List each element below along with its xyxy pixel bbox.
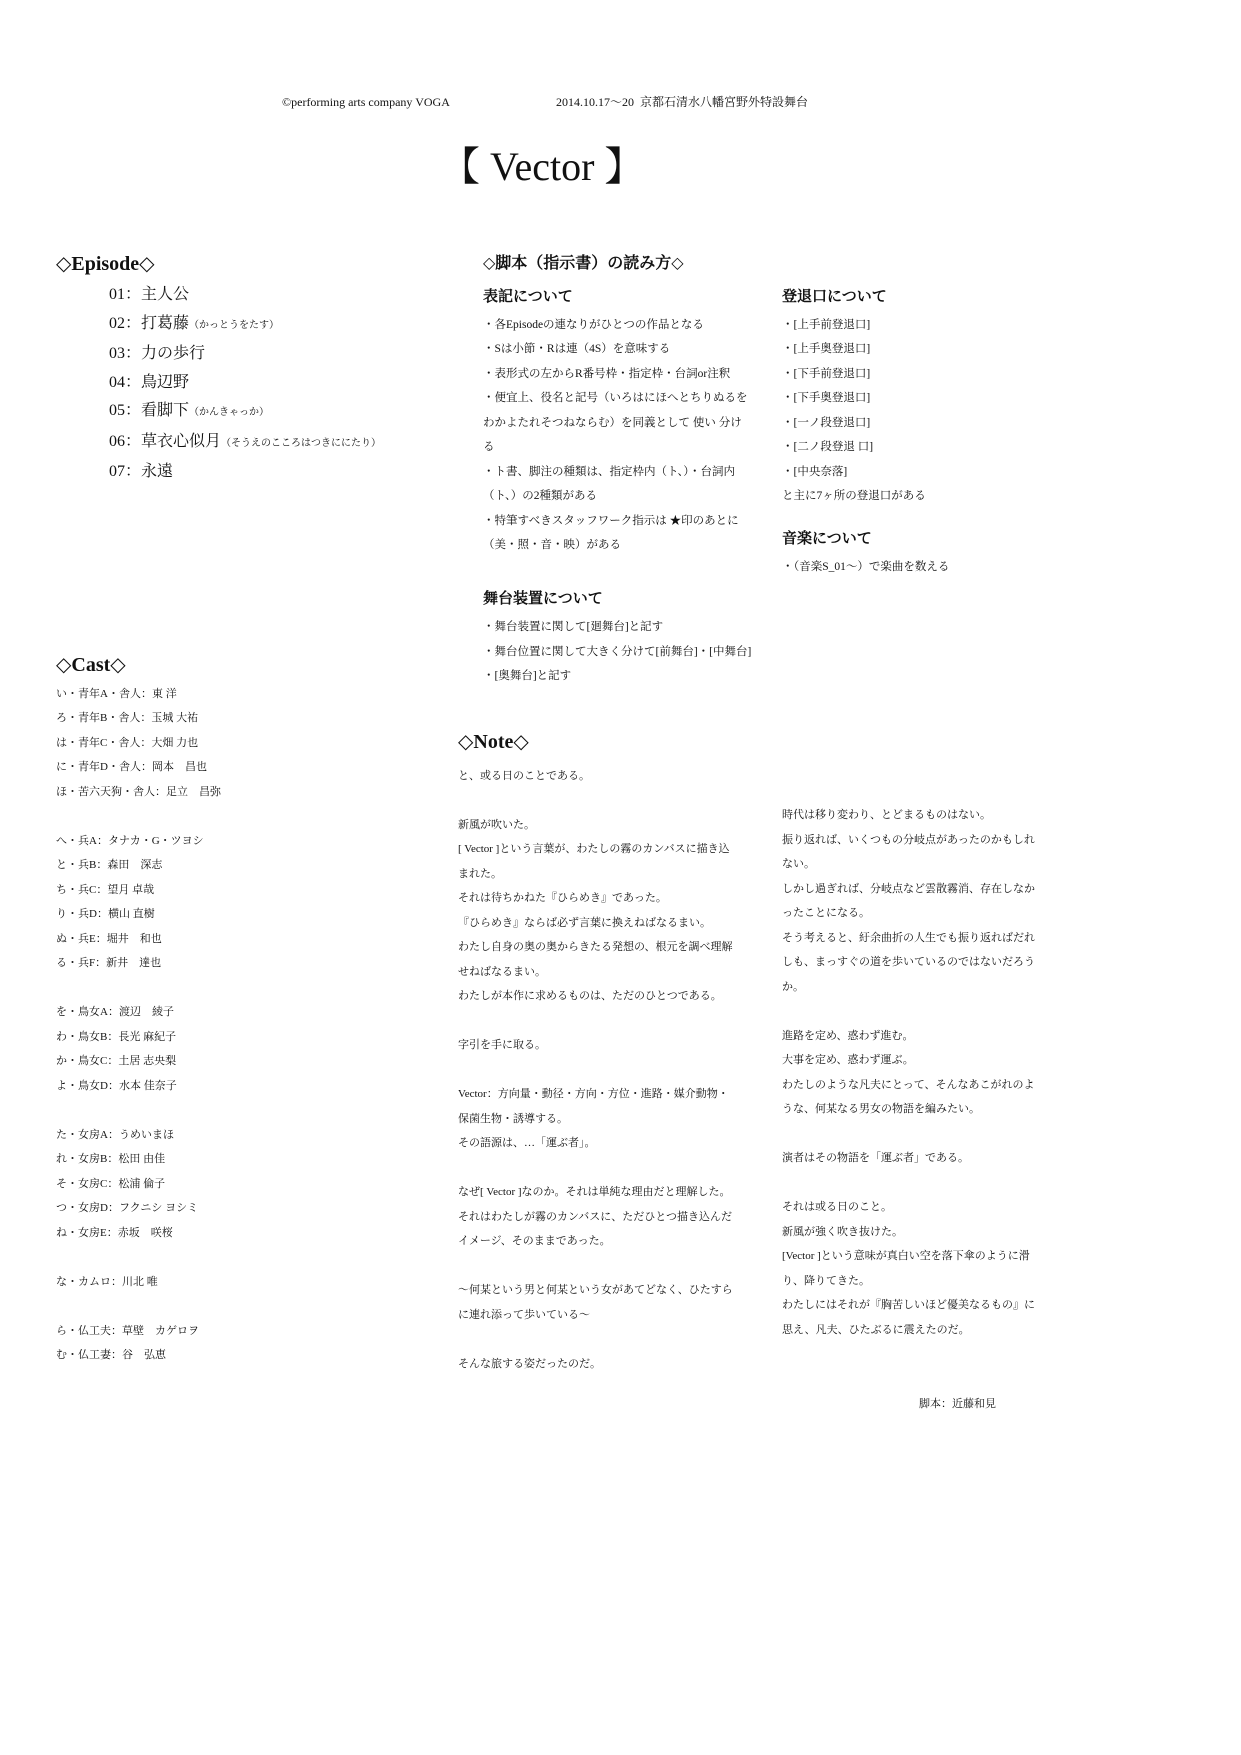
entrance-line: ・[二ノ段登退 口] — [782, 441, 874, 454]
stage-set-line: ・[奥舞台]と記す — [483, 670, 572, 682]
cast-list — [56, 682, 221, 1368]
music-list — [782, 555, 949, 580]
cast-member: た・女房A：うめいまほ — [56, 1128, 174, 1141]
note-line: に連れ添って歩いている～ — [458, 1308, 590, 1321]
cast-member: ほ・苦六天狗・舎人：足立 昌弥 — [56, 785, 221, 798]
notation-line: る — [483, 441, 495, 454]
notation-line: ・各Episodeの連なりがひとつの作品となる — [483, 318, 704, 331]
note-line: せねばなるまい。 — [458, 965, 546, 978]
cast-group — [56, 1000, 221, 1098]
note-line: 思え、凡夫、ひたぶるに震えたのだ。 — [782, 1323, 970, 1336]
note-line: そう考えると、紆余曲折の人生でも振り返ればだれ — [782, 931, 1035, 944]
note-line: か。 — [782, 980, 804, 993]
note-right-column — [782, 803, 1035, 1342]
episode-item — [109, 397, 381, 428]
note-line: 時代は移り変わり、とどまるものはない。 — [782, 809, 991, 822]
note-paragraph — [458, 1352, 733, 1377]
note-line: 保菌生物・誘導する。 — [458, 1112, 568, 1125]
note-line: ない。 — [782, 858, 815, 871]
cast-group — [56, 1319, 221, 1368]
note-line: まれた。 — [458, 867, 502, 880]
header-company: ©performing arts company VOGA — [282, 95, 450, 109]
note-line: それは待ちかねた『ひらめき』であった。 — [458, 892, 667, 905]
note-line: わたし自身の奥の奥からきたる発想の、根元を調べ理解 — [458, 941, 733, 954]
note-paragraph — [458, 764, 733, 789]
entrances-list — [782, 313, 926, 509]
episode-list — [109, 281, 381, 487]
note-line: 字引を手に取る。 — [458, 1039, 546, 1052]
cast-member: へ・兵A：タナカ・G・ツヨシ — [56, 834, 204, 847]
note-left-column — [458, 764, 733, 1377]
note-paragraph — [782, 1024, 1035, 1122]
notation-line: ・ト書、脚注の種類は、指定枠内（ト、）・台詞内 — [483, 465, 735, 478]
note-line: しも、まっすぐの道を歩いているのではないだろう — [782, 956, 1035, 969]
notation-line: ・特筆すべきスタッフワーク指示は ★印のあとに — [483, 514, 739, 527]
cast-member: と・兵B：森田 深志 — [56, 859, 163, 871]
cast-member: ろ・青年B・舎人：玉城 大祐 — [56, 712, 199, 724]
entrance-line: ・[下手前登退口] — [782, 367, 871, 380]
cast-group — [56, 1270, 221, 1295]
entrance-line: ・[中央奈落] — [782, 465, 848, 478]
episode-label: 01：主人公 — [109, 286, 190, 303]
page-title: 【 Vector 】 — [440, 144, 645, 189]
entrance-line: ・[下手奥登退口] — [782, 392, 871, 405]
note-line: わたしにはそれが『胸苦しいほど優美なるもの』に — [782, 1299, 1035, 1312]
cast-group — [56, 682, 221, 805]
note-line: [ Vector ]という言葉が、わたしの霧のカンバスに描き込 — [458, 843, 730, 856]
note-paragraph — [458, 1033, 733, 1058]
entrances-heading: 登退口について — [782, 289, 887, 305]
episode-label: 06：草衣心似月 — [109, 432, 222, 450]
reading-guide-heading: ◇脚本（指示書）の読み方◇ — [483, 255, 684, 272]
note-line: しかし過ぎれば、分岐点など雲散霧消、存在しなか — [782, 882, 1035, 895]
cast-heading: ◇Cast◇ — [56, 654, 126, 676]
note-line: うな、何某なる男女の物語を編みたい。 — [782, 1103, 980, 1116]
script-credit: 脚本：近藤和見 — [919, 1398, 996, 1410]
cast-member: る・兵F：新井 達也 — [56, 957, 162, 969]
note-paragraph — [458, 1278, 733, 1327]
cast-group — [56, 1123, 221, 1246]
cast-member: に・青年D・舎人：岡本 昌也 — [56, 761, 207, 773]
episode-label: 02：打葛藤 — [109, 314, 190, 332]
cast-member: つ・女房D：フクニシ ヨシミ — [56, 1202, 199, 1214]
episode-item — [109, 310, 381, 341]
note-line: [Vector ]という意味が真白い空を落下傘のように滑 — [782, 1250, 1030, 1263]
cast-member: む・仏工妻：谷 弘恵 — [56, 1349, 166, 1361]
note-line: ったことになる。 — [782, 907, 870, 920]
stage-set-list — [483, 615, 751, 689]
cast-member: な・カムロ：川北 唯 — [56, 1275, 158, 1288]
note-line: わたしが本作に求めるものは、ただのひとつである。 — [458, 990, 722, 1003]
note-paragraph — [458, 813, 733, 1009]
note-paragraph — [782, 1146, 1035, 1171]
notation-line: わかよたれそつねならむ）を同義として 使い 分け — [483, 416, 742, 429]
cast-member: そ・女房C：松浦 倫子 — [56, 1177, 166, 1190]
note-line: イメージ、そのままであった。 — [458, 1235, 611, 1248]
entrance-line: と主に7ヶ所の登退口がある — [782, 490, 926, 503]
cast-member: れ・女房B：松田 由佳 — [56, 1153, 166, 1165]
notation-line: ・表形式の左からR番号枠・指定枠・台詞or注釈 — [483, 367, 731, 380]
episode-item — [109, 340, 381, 369]
cast-member: ら・仏工夫：草壁 カゲロヲ — [56, 1324, 199, 1337]
cast-member: ね・女房E：赤坂 咲桜 — [56, 1226, 173, 1239]
cast-member: ぬ・兵E：堀井 和也 — [56, 932, 162, 945]
note-line: Vector：方向量・動径・方向・方位・進路・媒介動物・ — [458, 1088, 729, 1101]
cast-member: わ・鳥女B：長光 麻紀子 — [56, 1030, 177, 1043]
notation-list — [483, 313, 748, 558]
episode-reading: （かっとうをたす） — [189, 319, 280, 331]
entrance-line: ・[上手奥登退口] — [782, 343, 871, 356]
episode-reading: （そうえのこころはつきににたり） — [221, 437, 382, 449]
cast-member: ち・兵C：望月 卓哉 — [56, 883, 155, 896]
entrance-line: ・[上手前登退口] — [782, 318, 871, 331]
cast-member: は・青年C・舎人：大畑 力也 — [56, 736, 199, 749]
cast-member: を・鳥女A：渡辺 綾子 — [56, 1006, 174, 1018]
note-line: 演者はその物語を「運ぶ者」である。 — [782, 1152, 969, 1165]
note-line: その語源は、…「運ぶ者」。 — [458, 1137, 596, 1150]
note-paragraph — [458, 1082, 733, 1156]
episode-label: 05：看脚下 — [109, 402, 190, 419]
note-line: 振り返れば、いくつもの分岐点があったのかもしれ — [782, 833, 1035, 846]
music-line: ・（音楽S_01～）で楽曲を数える — [782, 561, 950, 573]
cast-member: り・兵D：横山 直樹 — [56, 908, 155, 920]
note-line: 進路を定め、惑わず進む。 — [782, 1029, 914, 1042]
entrance-line: ・[一ノ段登退口] — [782, 416, 871, 429]
note-paragraph — [782, 803, 1035, 999]
note-paragraph — [458, 1180, 733, 1254]
episode-label: 07：永遠 — [109, 463, 174, 480]
episode-item — [109, 369, 381, 398]
notation-line: （美・照・音・映）がある — [483, 539, 621, 552]
episode-heading: ◇Episode◇ — [56, 253, 155, 275]
header-event: 2014.10.17～20 京都石清水八幡宮野外特設舞台 — [556, 95, 809, 109]
episode-label: 04：鳥辺野 — [109, 373, 190, 391]
music-heading: 音楽について — [782, 531, 872, 547]
note-line: わたしのような凡夫にとって、そんなあこがれのよ — [782, 1078, 1035, 1091]
cast-member: よ・鳥女D：水本 佳奈子 — [56, 1079, 177, 1092]
stage-set-line: ・舞台装置に関して[廻舞台]と記す — [483, 621, 664, 633]
notation-line: ・Sは小節・Rは連（4S）を意味する — [483, 343, 671, 356]
note-line: それはわたしが霧のカンバスに、ただひとつ描き込んだ — [458, 1210, 733, 1223]
note-heading: ◇Note◇ — [458, 731, 529, 753]
cast-group — [56, 829, 221, 976]
stage-set-heading: 舞台装置について — [483, 591, 603, 607]
notation-line: （ト、）の2種類がある — [483, 490, 597, 503]
note-line: 新風が吹いた。 — [458, 818, 535, 831]
stage-set-line: ・舞台位置に関して大きく分けて[前舞台]・[中舞台] — [483, 645, 752, 658]
episode-item — [109, 281, 381, 310]
note-line: ～何某という男と何某という女があてどなく、ひたすら — [458, 1284, 733, 1297]
note-line: そんな旅する姿だったのだ。 — [458, 1357, 601, 1370]
note-line: り、降りてきた。 — [782, 1274, 870, 1287]
episode-reading: （かんきゃっか） — [189, 407, 270, 418]
cast-member: い・青年A・舎人：東 洋 — [56, 687, 177, 700]
note-line: なぜ[ Vector ]なのか。それは単純な理由だと理解した。 — [458, 1186, 731, 1199]
note-line: 新風が強く吹き抜けた。 — [782, 1225, 903, 1238]
note-line: それは或る日のこと。 — [782, 1201, 892, 1214]
note-line: と、或る日のことである。 — [458, 769, 590, 782]
notation-heading: 表記について — [483, 289, 573, 305]
note-paragraph — [782, 1195, 1035, 1342]
note-line: 『ひらめき』ならば必ず言葉に換えねばなるまい。 — [458, 916, 711, 929]
episode-item — [109, 458, 381, 487]
episode-item — [109, 428, 381, 459]
episode-label: 03：力の歩行 — [109, 345, 206, 362]
note-line: 大事を定め、惑わず運ぶ。 — [782, 1054, 914, 1067]
notation-line: ・便宜上、役名と記号（いろはにほへとちりぬるを — [483, 392, 748, 405]
cast-member: か・鳥女C：土居 志央梨 — [56, 1055, 177, 1067]
